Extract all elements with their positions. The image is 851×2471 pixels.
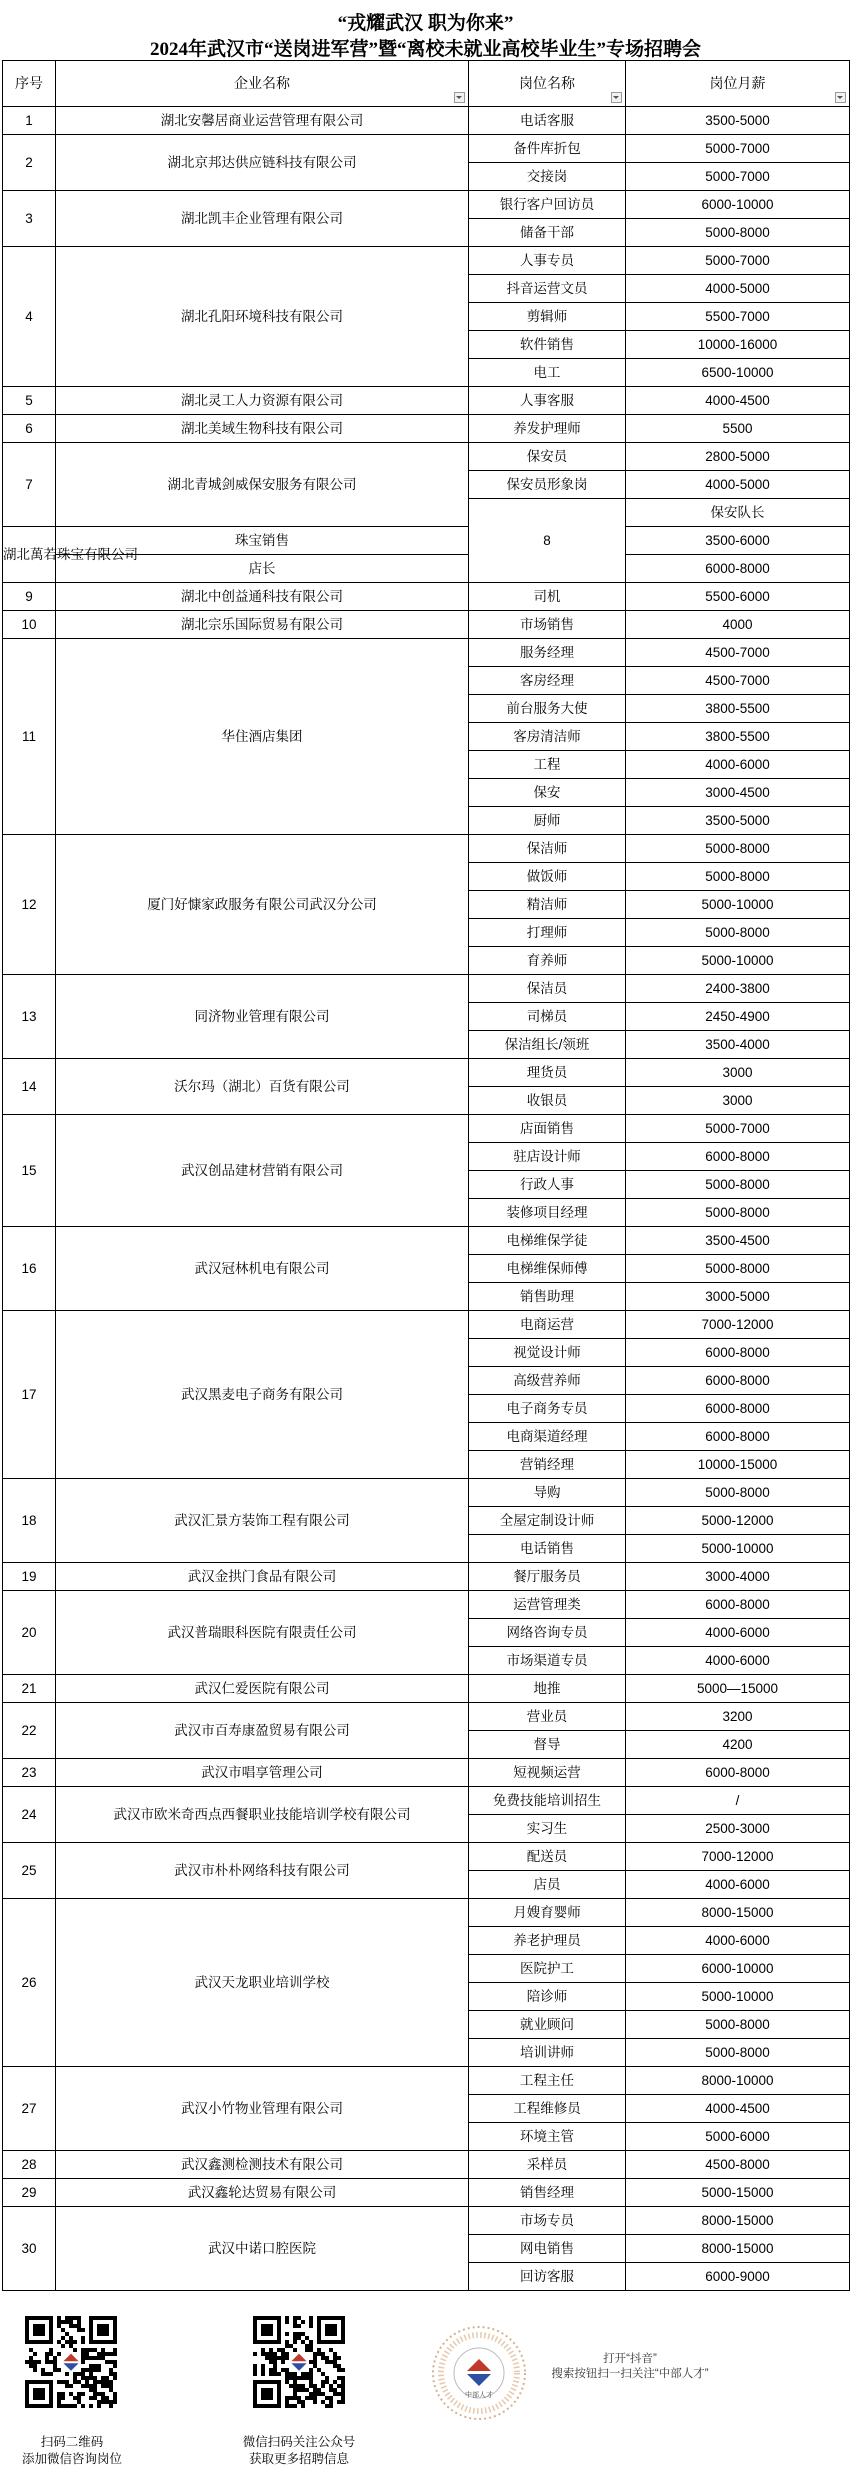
position-name: 电梯维保师傅 — [469, 1255, 626, 1283]
table-row — [3, 191, 850, 219]
position-name: 保洁师 — [469, 835, 626, 863]
position-name: 保安员 — [469, 443, 626, 471]
row-index: 18 — [3, 1479, 56, 1563]
position-name: 导购 — [469, 1479, 626, 1507]
monthly-salary: 4000-6000 — [626, 1927, 850, 1955]
position-name: 软件销售 — [469, 331, 626, 359]
row-index: 19 — [3, 1563, 56, 1591]
row-index: 25 — [3, 1843, 56, 1899]
position-name: 电工 — [469, 359, 626, 387]
monthly-salary: 5000-8000 — [626, 2011, 850, 2039]
monthly-salary: 8000-15000 — [626, 1899, 850, 1927]
position-name: 储备干部 — [469, 219, 626, 247]
position-name: 营销经理 — [469, 1451, 626, 1479]
position-name: 电商运营 — [469, 1311, 626, 1339]
douyin-caption — [530, 2352, 730, 2382]
monthly-salary: 5000-7000 — [626, 247, 850, 275]
position-name: 店面销售 — [469, 1115, 626, 1143]
monthly-salary: 5000-8000 — [626, 863, 850, 891]
row-index: 4 — [3, 247, 56, 387]
row-index: 12 — [3, 835, 56, 975]
position-name: 电话客服 — [469, 107, 626, 135]
monthly-salary: 6000-9000 — [626, 2263, 850, 2291]
monthly-salary: 3000 — [626, 1059, 850, 1087]
company-name: 武汉普瑞眼科医院有限责任公司 — [56, 1591, 469, 1675]
page-title: 2024年武汉市“送岗进军营”暨“离校未就业高校毕业生”专场招聘会 — [149, 39, 701, 60]
row-index: 3 — [3, 191, 56, 247]
company-name: 武汉金拱门食品有限公司 — [56, 1563, 469, 1591]
company-name: 湖北美域生物科技有限公司 — [56, 415, 469, 443]
position-name: 服务经理 — [469, 639, 626, 667]
monthly-salary: 4000-4500 — [626, 387, 850, 415]
monthly-salary: 4000-6000 — [626, 751, 850, 779]
row-index: 2 — [3, 135, 56, 191]
monthly-salary: 6000-8000 — [626, 1395, 850, 1423]
monthly-salary: 5000-12000 — [626, 1507, 850, 1535]
monthly-salary: 3500-6000 — [626, 527, 850, 555]
monthly-salary: 4000-5000 — [626, 275, 850, 303]
company-name: 武汉市欧米奇西点西餐职业技能培训学校有限公司 — [56, 1787, 469, 1843]
table-row — [3, 443, 850, 471]
position-name: 营业员 — [469, 1703, 626, 1731]
position-name: 保洁员 — [469, 975, 626, 1003]
position-name: 行政人事 — [469, 1171, 626, 1199]
table-row — [3, 1563, 850, 1591]
filter-dropdown-icon[interactable] — [611, 92, 622, 103]
table-row — [3, 1759, 850, 1787]
company-name: 武汉冠林机电有限公司 — [56, 1227, 469, 1311]
monthly-salary: 5500 — [626, 415, 850, 443]
position-name: 保洁组长/领班 — [469, 1031, 626, 1059]
position-name: 实习生 — [469, 1815, 626, 1843]
company-name: 湖北青城剑威保安服务有限公司 — [56, 443, 469, 527]
position-name: 网电销售 — [469, 2235, 626, 2263]
monthly-salary: 6000-10000 — [626, 191, 850, 219]
position-name: 全屋定制设计师 — [469, 1507, 626, 1535]
row-index: 22 — [3, 1703, 56, 1759]
position-name: 前台服务大使 — [469, 695, 626, 723]
company-name: 厦门好慷家政服务有限公司武汉分公司 — [56, 835, 469, 975]
table-row — [3, 1115, 850, 1143]
position-name: 运营管理类 — [469, 1591, 626, 1619]
table-row — [3, 639, 850, 667]
monthly-salary: 10000-16000 — [626, 331, 850, 359]
monthly-salary: 5000-7000 — [626, 1115, 850, 1143]
table-row — [3, 527, 850, 555]
monthly-salary: 8000-15000 — [626, 2207, 850, 2235]
table-row — [3, 247, 850, 275]
monthly-salary: 5000-8000 — [626, 919, 850, 947]
monthly-salary: 4500-8000 — [626, 2151, 850, 2179]
position-name: 电子商务专员 — [469, 1395, 626, 1423]
position-name: 厨师 — [469, 807, 626, 835]
monthly-salary: 4000 — [626, 611, 850, 639]
position-name: 电话销售 — [469, 1535, 626, 1563]
monthly-salary: 6000-8000 — [626, 555, 850, 583]
monthly-salary: 5000-6000 — [626, 2123, 850, 2151]
row-index: 24 — [3, 1787, 56, 1843]
position-name: 销售助理 — [469, 1283, 626, 1311]
monthly-salary: 5000-10000 — [626, 1535, 850, 1563]
position-name: 人事客服 — [469, 387, 626, 415]
monthly-salary: 2400-3800 — [626, 975, 850, 1003]
position-name: 采样员 — [469, 2151, 626, 2179]
row-index: 15 — [3, 1115, 56, 1227]
company-name: 武汉市朴朴网络科技有限公司 — [56, 1843, 469, 1899]
position-name: 备件库折包 — [469, 135, 626, 163]
douyin-code-icon — [430, 2324, 528, 2422]
row-index: 27 — [3, 2067, 56, 2151]
monthly-salary: 5000-10000 — [626, 1983, 850, 2011]
position-name: 短视频运营 — [469, 1759, 626, 1787]
company-name: 湖北凯丰企业管理有限公司 — [56, 191, 469, 247]
position-name: 工程维修员 — [469, 2095, 626, 2123]
position-name: 回访客服 — [469, 2263, 626, 2291]
position-name: 店员 — [469, 1871, 626, 1899]
position-name: 养老护理员 — [469, 1927, 626, 1955]
row-index: 7 — [3, 443, 56, 527]
row-index: 11 — [3, 639, 56, 835]
table-row — [3, 1843, 850, 1871]
monthly-salary: 5000-8000 — [626, 1199, 850, 1227]
company-name: 武汉创品建材营销有限公司 — [56, 1115, 469, 1227]
table-row — [3, 1479, 850, 1507]
company-name: 华住酒店集团 — [56, 639, 469, 835]
company-name: 武汉汇景方装饰工程有限公司 — [56, 1479, 469, 1563]
row-index: 26 — [3, 1899, 56, 2067]
position-name: 珠宝销售 — [56, 527, 469, 555]
monthly-salary: 5000-8000 — [626, 1479, 850, 1507]
position-name: 打理师 — [469, 919, 626, 947]
row-index: 6 — [3, 415, 56, 443]
header-position: 岗位名称 — [469, 61, 626, 107]
company-name: 湖北安馨居商业运营管理有限公司 — [56, 107, 469, 135]
table-row — [3, 1227, 850, 1255]
company-name: 同济物业管理有限公司 — [56, 975, 469, 1059]
position-name: 督导 — [469, 1731, 626, 1759]
position-name: 客房经理 — [469, 667, 626, 695]
monthly-salary: 5000-8000 — [626, 2039, 850, 2067]
position-name: 理货员 — [469, 1059, 626, 1087]
monthly-salary: 5000—15000 — [626, 1675, 850, 1703]
qr2-caption-line1: 微信扫码关注公众号 — [242, 2435, 356, 2449]
position-name: 电商渠道经理 — [469, 1423, 626, 1451]
company-name: 武汉小竹物业管理有限公司 — [56, 2067, 469, 2151]
monthly-salary: 3500-5000 — [626, 807, 850, 835]
monthly-salary: 4500-7000 — [626, 667, 850, 695]
table-row — [3, 2179, 850, 2207]
table-row — [3, 975, 850, 1003]
monthly-salary: 5500-7000 — [626, 303, 850, 331]
row-index: 1 — [3, 107, 56, 135]
footer — [0, 2300, 851, 2471]
position-name: 银行客户回访员 — [469, 191, 626, 219]
row-index: 23 — [3, 1759, 56, 1787]
header-index: 序号 — [3, 61, 56, 107]
position-name: 市场销售 — [469, 611, 626, 639]
company-name: 武汉天龙职业培训学校 — [56, 1899, 469, 2067]
monthly-salary: 3500-4000 — [626, 1031, 850, 1059]
position-name: 市场专员 — [469, 2207, 626, 2235]
position-name: 装修项目经理 — [469, 1199, 626, 1227]
position-name: 工程 — [469, 751, 626, 779]
monthly-salary: 4500-7000 — [626, 639, 850, 667]
row-index: 13 — [3, 975, 56, 1059]
row-index: 10 — [3, 611, 56, 639]
position-name: 养发护理师 — [469, 415, 626, 443]
monthly-salary: 5000-7000 — [626, 163, 850, 191]
table-row — [3, 1703, 850, 1731]
monthly-salary: 4000-4500 — [626, 2095, 850, 2123]
position-name: 人事专员 — [469, 247, 626, 275]
company-name: 湖北京邦达供应链科技有限公司 — [56, 135, 469, 191]
company-name: 湖北中创益通科技有限公司 — [56, 583, 469, 611]
table-row — [3, 107, 850, 135]
monthly-salary: 5000-8000 — [626, 219, 850, 247]
monthly-salary: 8000-15000 — [626, 2235, 850, 2263]
position-name: 交接岗 — [469, 163, 626, 191]
table-row — [3, 1899, 850, 1927]
table-row — [3, 135, 850, 163]
position-name: 市场渠道专员 — [469, 1647, 626, 1675]
page-title-slogan: “戎耀武汉 职为你来” — [337, 13, 514, 34]
company-name: 湖北宗乐国际贸易有限公司 — [56, 611, 469, 639]
monthly-salary: 2450-4900 — [626, 1003, 850, 1031]
position-name: 工程主任 — [469, 2067, 626, 2095]
monthly-salary: 5000-8000 — [626, 1171, 850, 1199]
position-name: 店长 — [56, 555, 469, 583]
row-index: 29 — [3, 2179, 56, 2207]
table-row — [3, 583, 850, 611]
monthly-salary: 6000-8000 — [626, 1367, 850, 1395]
header-company: 企业名称 — [56, 61, 469, 107]
douyin-caption-line1: 打开“抖音” — [603, 2353, 657, 2365]
monthly-salary: / — [626, 1787, 850, 1815]
monthly-salary: 6000-8000 — [626, 1591, 850, 1619]
position-name: 网络咨询专员 — [469, 1619, 626, 1647]
position-name: 配送员 — [469, 1843, 626, 1871]
header-salary: 岗位月薪 — [626, 61, 850, 107]
position-name: 驻店设计师 — [469, 1143, 626, 1171]
position-name: 医院护工 — [469, 1955, 626, 1983]
company-name: 武汉鑫轮达贸易有限公司 — [56, 2179, 469, 2207]
row-index: 21 — [3, 1675, 56, 1703]
position-name: 就业顾问 — [469, 2011, 626, 2039]
table-row — [3, 415, 850, 443]
table-row — [3, 835, 850, 863]
monthly-salary: 6000-8000 — [626, 1143, 850, 1171]
monthly-salary: 5000-10000 — [626, 947, 850, 975]
company-name: 武汉仁爱医院有限公司 — [56, 1675, 469, 1703]
row-index: 28 — [3, 2151, 56, 2179]
position-name: 电梯维保学徒 — [469, 1227, 626, 1255]
position-name: 抖音运营文员 — [469, 275, 626, 303]
monthly-salary: 5000-10000 — [626, 891, 850, 919]
douyin-caption-line2: 搜索按钮扫一扫关注“中部人才” — [551, 2368, 709, 2380]
row-index: 14 — [3, 1059, 56, 1115]
position-name: 剪辑师 — [469, 303, 626, 331]
table-row — [3, 387, 850, 415]
position-name: 月嫂育婴师 — [469, 1899, 626, 1927]
position-name: 销售经理 — [469, 2179, 626, 2207]
table-row — [3, 1311, 850, 1339]
row-index: 20 — [3, 1591, 56, 1675]
monthly-salary: 5500-6000 — [626, 583, 850, 611]
official-account-qr-code — [253, 2316, 345, 2408]
monthly-salary: 5000-7000 — [626, 135, 850, 163]
row-index: 8 — [469, 499, 626, 583]
position-name: 培训讲师 — [469, 2039, 626, 2067]
position-name: 司梯员 — [469, 1003, 626, 1031]
qr1-caption-line1: 扫码二维码 — [40, 2435, 104, 2449]
row-index: 17 — [3, 1311, 56, 1479]
monthly-salary: 2800-5000 — [626, 443, 850, 471]
table-row — [3, 2151, 850, 2179]
table-row — [3, 1059, 850, 1087]
position-name: 餐厅服务员 — [469, 1563, 626, 1591]
table-row — [3, 2207, 850, 2235]
table-row — [3, 1591, 850, 1619]
monthly-salary: 5000-8000 — [626, 835, 850, 863]
position-name: 免费技能培训招生 — [469, 1787, 626, 1815]
table-header-row — [3, 61, 850, 107]
monthly-salary: 3500-4500 — [626, 1227, 850, 1255]
company-name: 武汉市唱享管理公司 — [56, 1759, 469, 1787]
monthly-salary: 8000-10000 — [626, 2067, 850, 2095]
monthly-salary: 3000-4000 — [626, 1563, 850, 1591]
table-row — [3, 2067, 850, 2095]
svg-text:中部人才: 中部人才 — [465, 2391, 493, 2399]
company-name: 沃尔玛（湖北）百货有限公司 — [56, 1059, 469, 1115]
qr1-caption-line2: 添加微信咨询岗位 — [21, 2452, 122, 2466]
monthly-salary: 5000-15000 — [626, 2179, 850, 2207]
monthly-salary: 6000-8000 — [626, 1759, 850, 1787]
monthly-salary: 5000-8000 — [626, 1255, 850, 1283]
table-row — [3, 1787, 850, 1815]
position-name: 视觉设计师 — [469, 1339, 626, 1367]
position-name: 保安队长 — [626, 499, 850, 527]
position-name: 高级营养师 — [469, 1367, 626, 1395]
monthly-salary: 2500-3000 — [626, 1815, 850, 1843]
monthly-salary: 4000-5000 — [626, 471, 850, 499]
job-table — [2, 60, 850, 2291]
monthly-salary: 3800-5500 — [626, 723, 850, 751]
position-name: 保安员形象岗 — [469, 471, 626, 499]
position-name: 陪诊师 — [469, 1983, 626, 2011]
monthly-salary: 3000 — [626, 1087, 850, 1115]
row-index: 16 — [3, 1227, 56, 1311]
table-row — [3, 611, 850, 639]
company-name: 湖北孔阳环境科技有限公司 — [56, 247, 469, 387]
monthly-salary: 6500-10000 — [626, 359, 850, 387]
row-index: 9 — [3, 583, 56, 611]
company-name: 武汉中诺口腔医院 — [56, 2207, 469, 2291]
position-name: 司机 — [469, 583, 626, 611]
position-name: 客房清洁师 — [469, 723, 626, 751]
company-name: 武汉市百寿康盈贸易有限公司 — [56, 1703, 469, 1759]
job-table-body — [3, 107, 850, 2291]
monthly-salary: 3200 — [626, 1703, 850, 1731]
position-name: 保安 — [469, 779, 626, 807]
position-name: 精洁师 — [469, 891, 626, 919]
monthly-salary: 3000-5000 — [626, 1283, 850, 1311]
monthly-salary: 4000-6000 — [626, 1647, 850, 1675]
company-name: 湖北萬若珠宝有限公司 — [3, 527, 56, 583]
qr2-caption-line2: 获取更多招聘信息 — [248, 2452, 349, 2466]
monthly-salary: 3800-5500 — [626, 695, 850, 723]
monthly-salary: 6000-10000 — [626, 1955, 850, 1983]
monthly-salary: 6000-8000 — [626, 1339, 850, 1367]
monthly-salary: 3500-5000 — [626, 107, 850, 135]
row-index: 30 — [3, 2207, 56, 2291]
company-name: 武汉黑麦电子商务有限公司 — [56, 1311, 469, 1479]
monthly-salary: 3000-4500 — [626, 779, 850, 807]
qr1-caption — [12, 2434, 132, 2468]
position-name: 地推 — [469, 1675, 626, 1703]
position-name: 做饭师 — [469, 863, 626, 891]
monthly-salary: 4000-6000 — [626, 1619, 850, 1647]
position-name: 环境主管 — [469, 2123, 626, 2151]
table-row — [3, 1675, 850, 1703]
company-name: 湖北灵工人力资源有限公司 — [56, 387, 469, 415]
filter-dropdown-icon[interactable] — [454, 92, 465, 103]
wechat-qr-code — [25, 2316, 117, 2408]
monthly-salary: 7000-12000 — [626, 1311, 850, 1339]
monthly-salary: 10000-15000 — [626, 1451, 850, 1479]
monthly-salary: 6000-8000 — [626, 1423, 850, 1451]
row-index: 5 — [3, 387, 56, 415]
filter-dropdown-icon[interactable] — [835, 92, 846, 103]
qr2-caption — [224, 2434, 374, 2468]
position-name: 收银员 — [469, 1087, 626, 1115]
monthly-salary: 7000-12000 — [626, 1843, 850, 1871]
position-name: 育养师 — [469, 947, 626, 975]
monthly-salary: 4200 — [626, 1731, 850, 1759]
monthly-salary: 4000-6000 — [626, 1871, 850, 1899]
company-name: 武汉鑫测检测技术有限公司 — [56, 2151, 469, 2179]
